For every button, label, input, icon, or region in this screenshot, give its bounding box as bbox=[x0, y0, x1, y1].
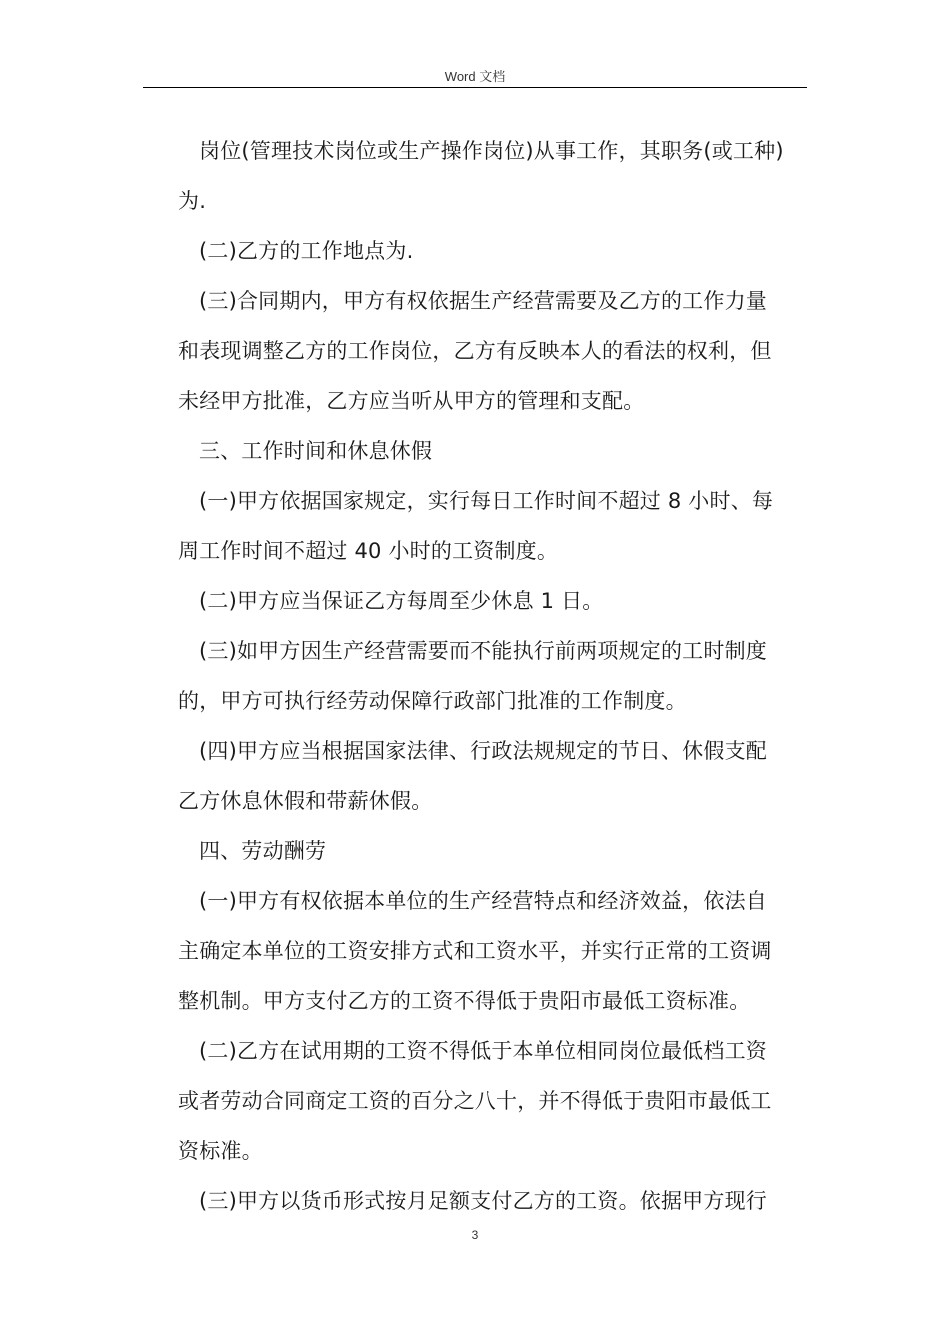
paragraph-line: 资标准。 bbox=[178, 1139, 263, 1163]
paragraph-line: (三)甲方以货币形式按月足额支付乙方的工资。依据甲方现行 bbox=[199, 1189, 767, 1213]
page-header: Word 文档 bbox=[444, 69, 506, 84]
paragraph-line: 为. bbox=[178, 189, 207, 213]
paragraph-line: 主确定本单位的工资安排方式和工资水平，并实行正常的工资调 bbox=[178, 939, 772, 963]
document-body bbox=[178, 128, 808, 1228]
paragraph-line: 岗位(管理技术岗位或生产操作岗位)从事工作，其职务(或工种) bbox=[199, 139, 784, 163]
paragraph-line: (一)甲方有权依据本单位的生产经营特点和经济效益，依法自 bbox=[199, 889, 767, 913]
paragraph-line: (一)甲方依据国家规定，实行每日工作时间不超过 8 小时、每 bbox=[199, 489, 774, 513]
paragraph-line: 或者劳动合同商定工资的百分之八十，并不得低于贵阳市最低工 bbox=[178, 1089, 772, 1113]
paragraph-line: (四)甲方应当根据国家法律、行政法规规定的节日、休假支配 bbox=[199, 739, 767, 763]
section-heading: 四、劳动酬劳 bbox=[199, 839, 327, 863]
paragraph-line: (二)乙方的工作地点为. bbox=[199, 239, 414, 263]
paragraph-line: 整机制。甲方支付乙方的工资不得低于贵阳市最低工资标准。 bbox=[178, 989, 751, 1013]
paragraph-line: 周工作时间不超过 40 小时的工资制度。 bbox=[178, 539, 559, 563]
page-number: 3 bbox=[471, 1228, 479, 1242]
paragraph-line: 和表现调整乙方的工作岗位，乙方有反映本人的看法的权利，但 bbox=[178, 339, 772, 363]
paragraph-line: (二)乙方在试用期的工资不得低于本单位相同岗位最低档工资 bbox=[199, 1039, 767, 1063]
header-divider bbox=[143, 87, 807, 88]
paragraph-line: 乙方休息休假和带薪休假。 bbox=[178, 789, 433, 813]
paragraph-line: (二)甲方应当保证乙方每周至少休息 1 日。 bbox=[199, 589, 604, 613]
paragraph-line: (三)如甲方因生产经营需要而不能执行前两项规定的工时制度 bbox=[199, 639, 767, 663]
paragraph-line: 未经甲方批准，乙方应当听从甲方的管理和支配。 bbox=[178, 389, 645, 413]
section-heading: 三、工作时间和休息休假 bbox=[199, 439, 433, 463]
paragraph-line: (三)合同期内，甲方有权依据生产经营需要及乙方的工作力量 bbox=[199, 289, 767, 313]
paragraph-line: 的，甲方可执行经劳动保障行政部门批准的工作制度。 bbox=[178, 689, 687, 713]
